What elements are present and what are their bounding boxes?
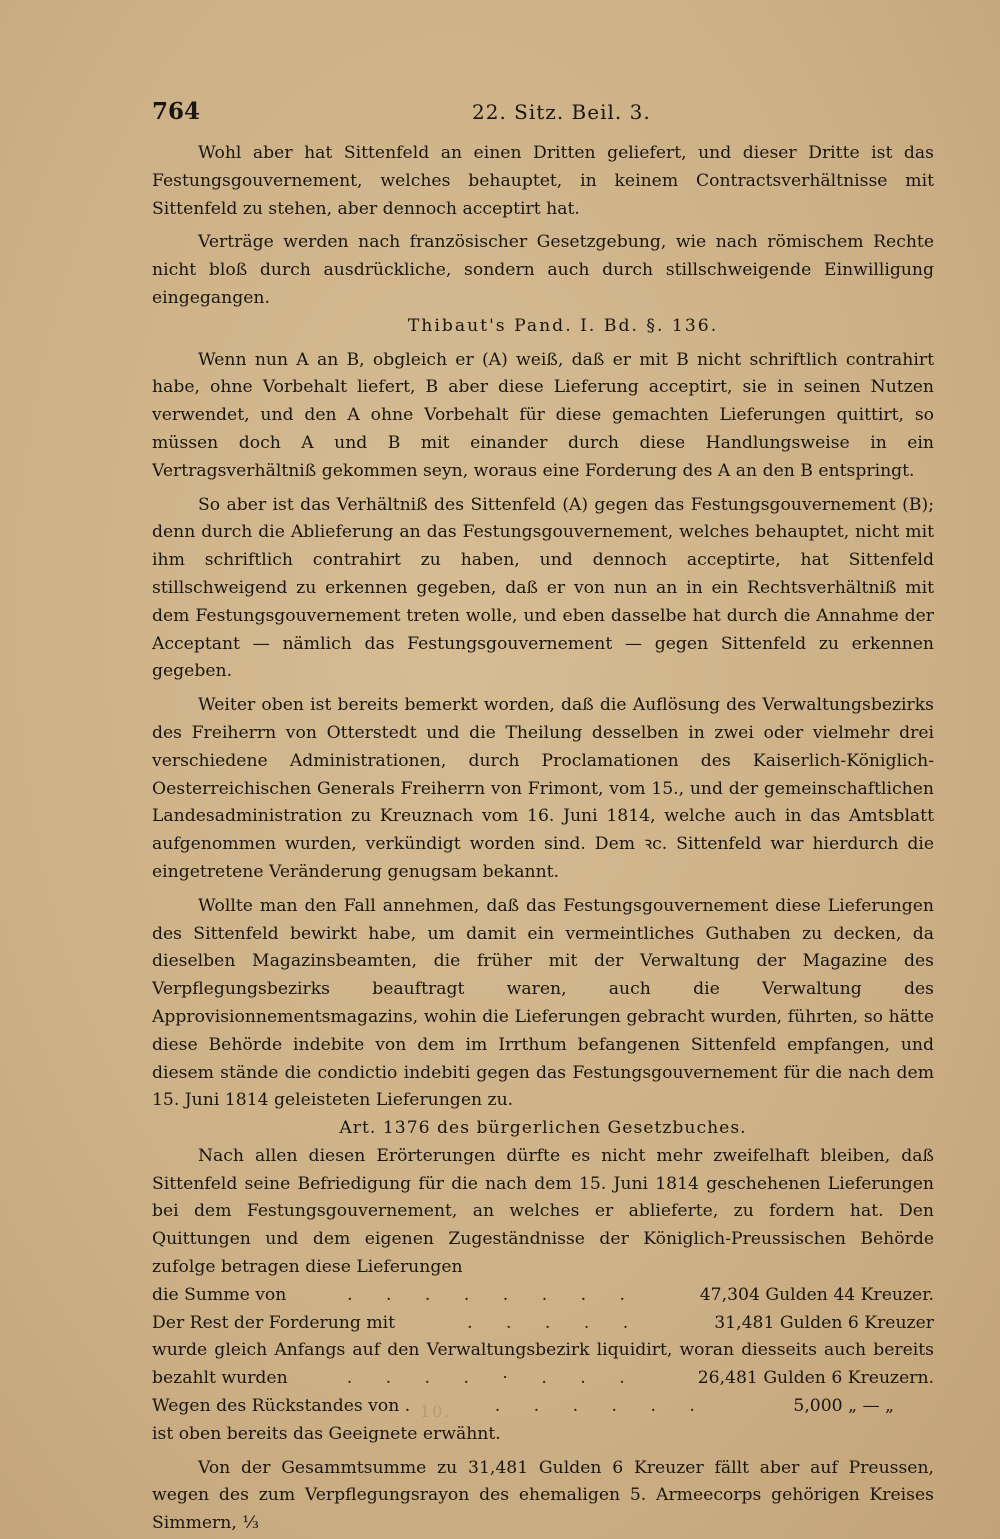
paragraph-final: Von der Gesammtsumme zu 31,481 Gulden 6 Kreuzer fällt aber auf Preussen, wegen des zum Verpflegungsrayon des ehemaligen 5. Armeecorps gehörigen Kreises Simmern, ⅓ [152,1457,934,1534]
paragraph-2: Verträge werden nach französischer Gesetzgebung, wie nach römischem Rechte nicht bloß durch ausdrückliche, sondern auch durch stillschweigende Einwilligung eingegangen. [152,232,934,308]
paragraph-7: Nach allen diesen Erörterungen dürfte es nicht mehr zweifelhaft bleiben, daß Sittenfeld seine Befriedigung für die nach dem 15. Juni 1814 geschehenen Lieferungen bei dem Festungsgouvernement, an welches er ablieferte, zu fordern hat. Den Quittungen und dem eigenen Zugeständnisse der Königlich-Preussischen Behörde zufolge betragen diese Lieferungen [152,1145,934,1278]
ledger-amount: 47,304 Gulden 44 Kreuzer. [699,1284,934,1305]
ledger-dots: . . . . . . [494,1396,709,1417]
page-number: 764 [152,98,201,125]
ledger-row [152,1282,934,1310]
ledger-amount: 31,481 Gulden 6 Kreuzer [714,1312,934,1333]
ledger-label: ist oben bereits das Geeignete erwähnt. [152,1423,501,1444]
ledger-label: bezahlt wurden [152,1368,288,1389]
ledger [152,1282,934,1449]
ledger-label: Wegen des Rückstandes von . [152,1396,411,1417]
ledger-label: wurde gleich Anfangs auf den Verwaltungsbezirk liquidirt, woran diesseits auch bereits [152,1340,934,1361]
paragraph-6: Wollte man den Fall annehmen, daß das Festungsgouvernement diese Lieferungen des Sittenfeld bewirkt habe, um damit ein vermeintliches Guthaben zu decken, da dieselben Magazinsbeamten, die früher mit der Verwaltung der Magazine des Verpflegungsbezirks beauftragt waren, auch die Verwaltung des Approvisionnementsmagazins, wohin die Lieferungen gebracht wurden, führten, so hätte diese Behörde indebite von dem im Irrthum befangenen Sittenfeld empfangen, und diesem stände die condictio indebiti gegen das Festungsgouvernement für die nach dem 15. Juni 1814 geleisteten Lieferungen zu. [152,895,934,1111]
ledger-row [152,1365,934,1393]
citation-thibaut: Thibaut's Pand. I. Bd. §. 136. [407,315,719,336]
paragraph-1: Wohl aber hat Sittenfeld an einen Dritten geliefert, und dieser Dritte ist das Festungsgouvernement, welches behauptet, in keinem Contractsverhältnisse mit Sittenfeld zu stehen, aber dennoch acceptirt hat. [152,143,934,219]
ledger-row [152,1393,934,1421]
paragraph-5: Weiter oben ist bereits bemerkt worden, daß die Auflösung des Verwaltungsbezirks des Freiherrn von Otterstedt und die Theilung desselben in zwei oder vielmehr drei verschiedene Administrationen, durch Proclamationen des Kaiserlich-Königlich-Oesterreichischen Generals Freiherrn von Frimont, vom 15., und der gemeinschaftlichen Landesadministration zu Kreuznach vom 16. Juni 1814, welche auch in das Amtsblatt aufgenommen wurden, verkündigt worden sind. Dem ꝛc. Sittenfeld war hierdurch die eingetretene Veränderung genugsam bekannt. [152,695,934,882]
ledger-row [152,1310,934,1338]
paragraph-3: Wenn nun A an B, obgleich er (A) weiß, daß er mit B nicht schriftlich contrahirt habe, ohne Vorbehalt liefert, B aber diese Lieferung acceptirt, sie in seinen Nutzen verwendet, und den A ohne Vorbehalt für diese gemachten Lieferungen quittirt, so müssen doch A und B mit einander durch diese Handlungsweise in ein Vertragsverhältniß gekommen seyn, woraus eine Forderung des A an den B entspringt. [152,349,934,481]
ledger-dots: . . . . . . . . [347,1284,640,1305]
ledger-row [152,1337,934,1365]
ledger-dots: . . . . · . . . [346,1368,639,1389]
ledger-row [152,1421,934,1449]
document-body [152,140,934,1538]
ledger-amount: 5,000 „ — „ [793,1396,894,1417]
citation-article-1376: Art. 1376 des bürgerlichen Gesetzbuches. [339,1118,747,1139]
ledger-amount: 26,481 Gulden 6 Kreuzern. [697,1368,934,1389]
ledger-label: die Summe von [152,1284,287,1305]
page-header [152,98,942,128]
running-title: 22. Sitz. Beil. 3. [472,100,651,124]
signature-mark: 10. [420,1402,452,1421]
paragraph-4: So aber ist das Verhältniß des Sittenfeld (A) gegen das Festungsgouvernement (B); denn durch die Ablieferung an das Festungsgouvernement, welches behauptet, nicht mit ihm schriftlich contrahirt zu haben, und dennoch acceptirte, hat Sittenfeld stillschweigend zu erkennen gegeben, daß er von nun an in ein Rechtsverhältniß mit dem Festungsgouvernement treten wolle, und eben dasselbe hat durch die Annahme der Acceptant — nämlich das Festungsgouvernement — gegen Sittenfeld zu erkennen gegeben. [152,494,934,682]
ledger-label: Der Rest der Forderung mit [152,1312,396,1333]
ledger-dots: . . . . . [467,1312,643,1333]
